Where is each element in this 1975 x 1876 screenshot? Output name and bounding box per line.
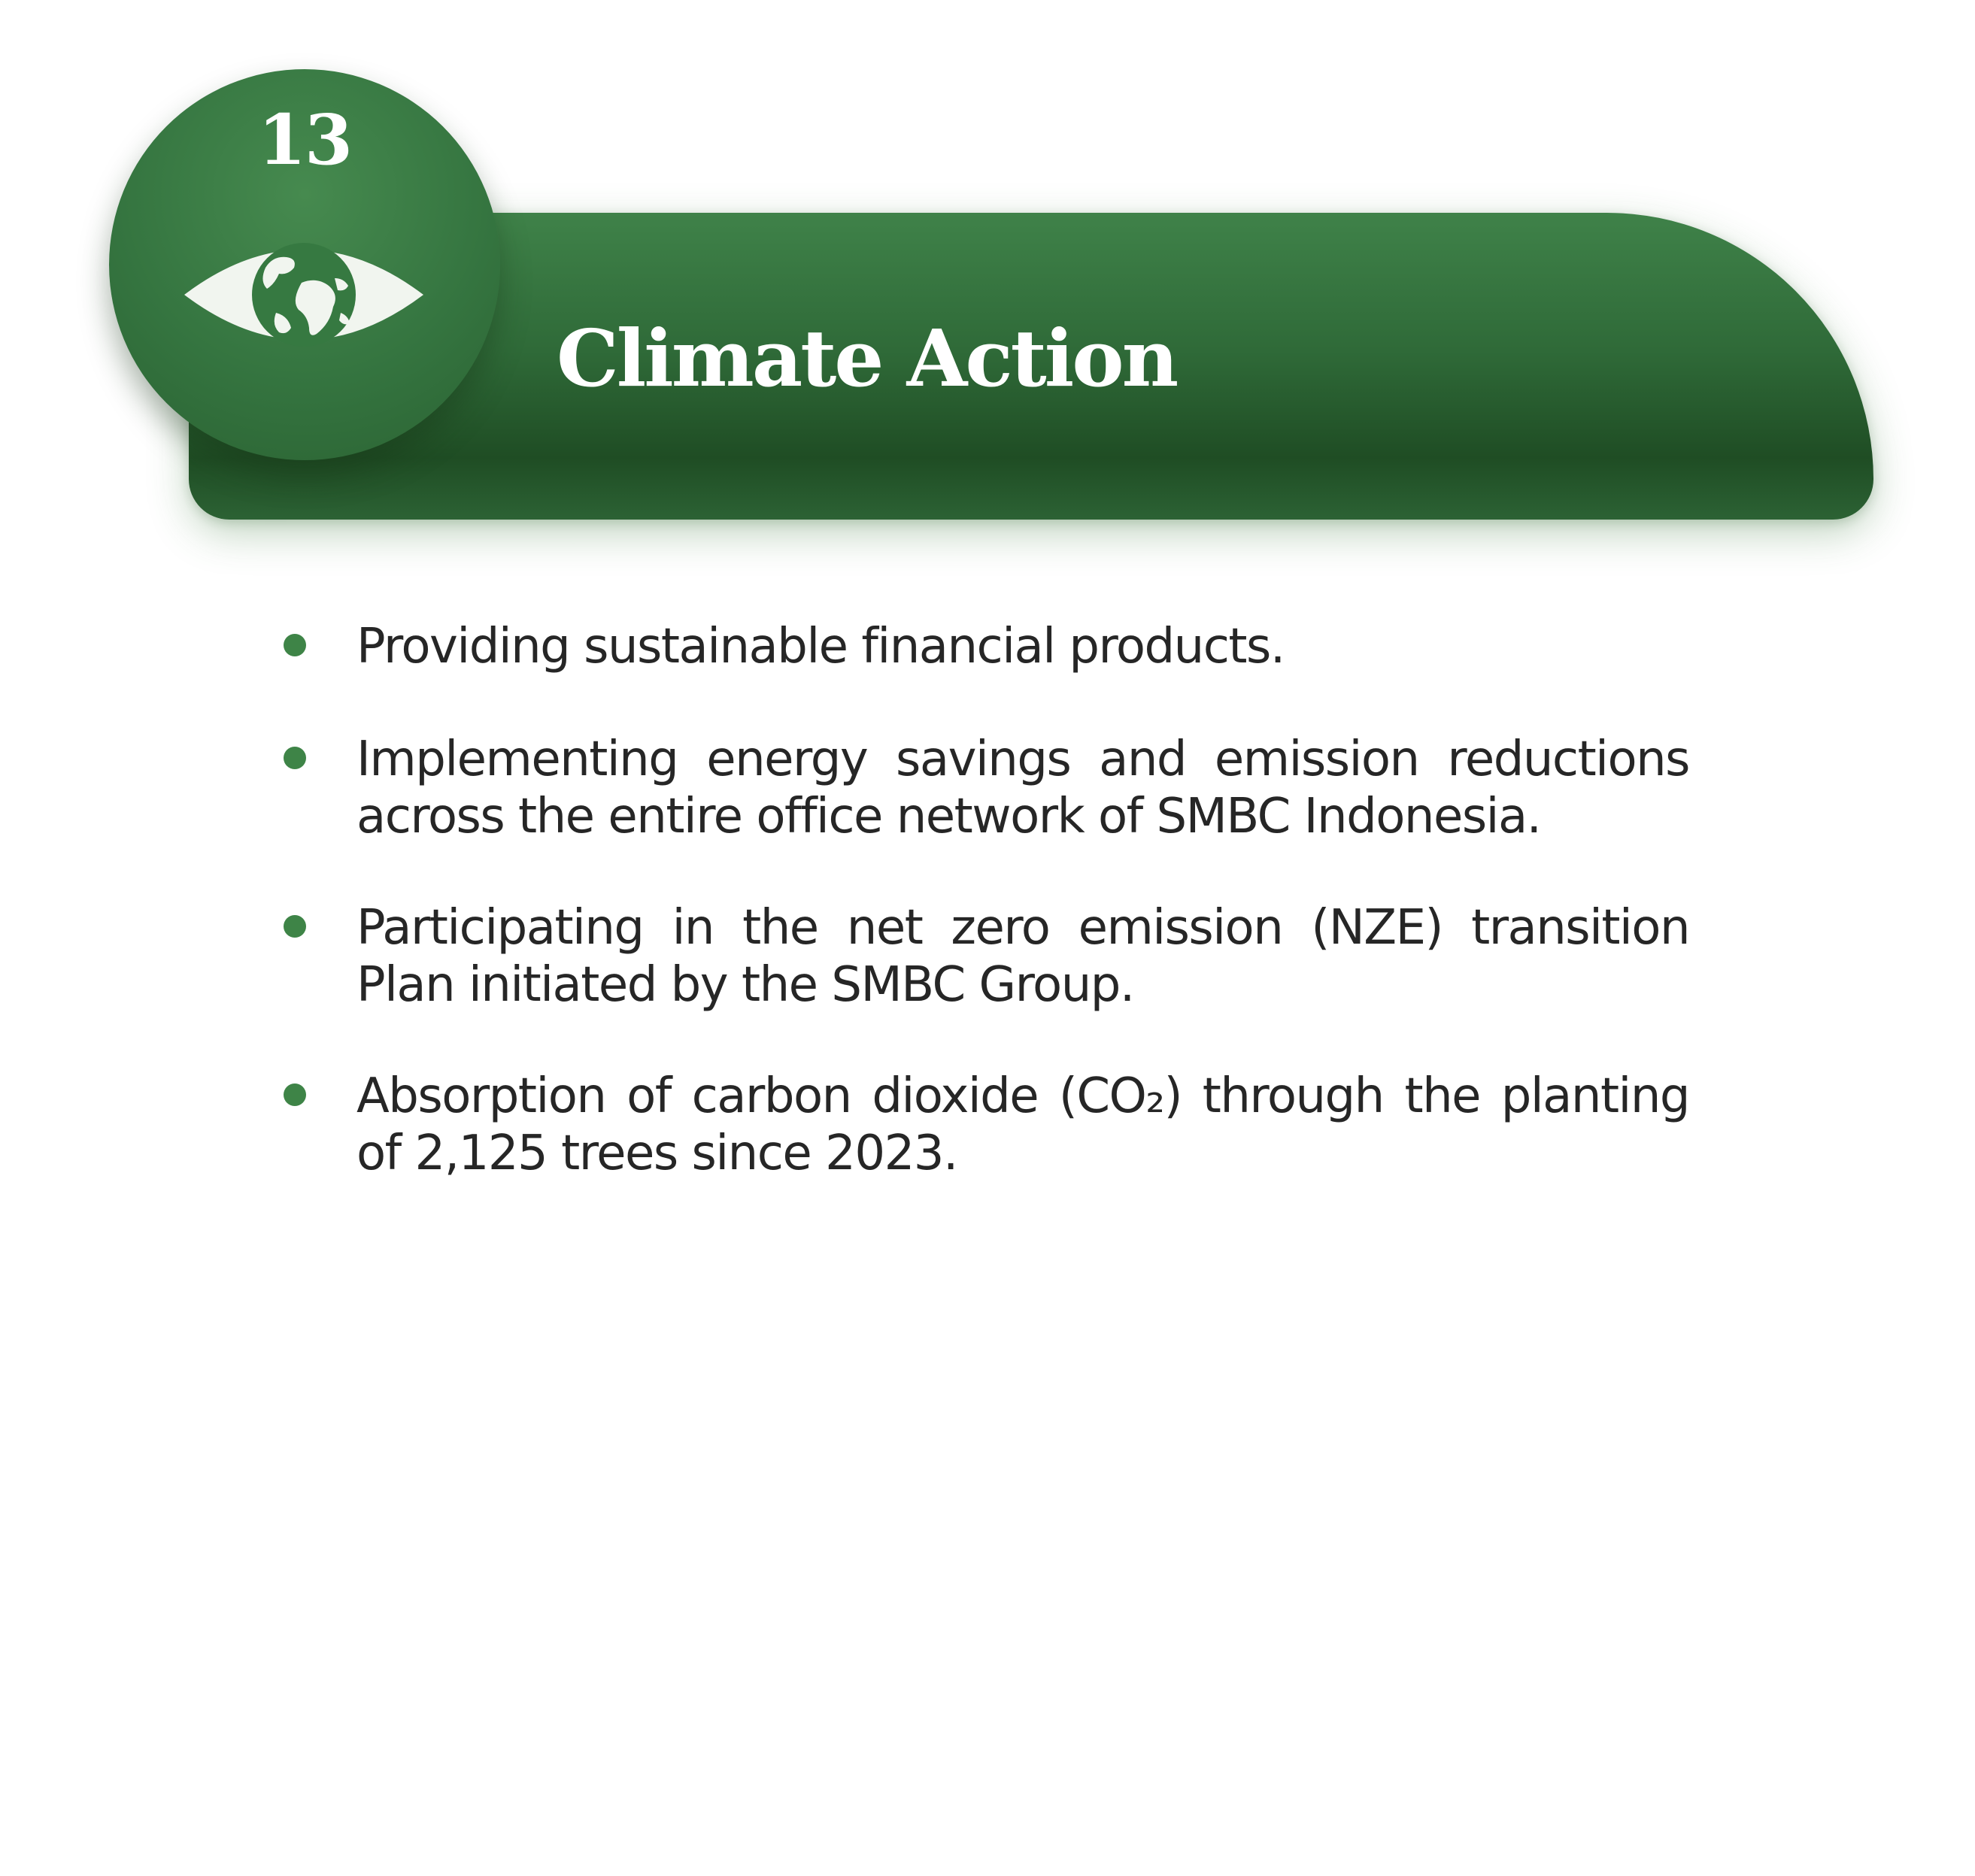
bullet-dot (284, 634, 306, 656)
bullet-dot (284, 747, 306, 769)
eye-globe-icon (181, 229, 426, 361)
bullet-dot (284, 1083, 306, 1106)
list-item-text: Implementing energy savings and emission reductions across the entire office network of SMBC Indonesia. (356, 732, 1689, 844)
list-item-text: Participating in the net zero emission (NZE) transition Plan initiated by the SMBC Group. (356, 900, 1689, 1013)
list-item-text: Absorption of carbon dioxide (CO₂) through the planting of 2,125 trees since 2023. (356, 1068, 1689, 1181)
page-title: Climate Action (557, 312, 1177, 405)
list-item-text: Providing sustainable financial products. (356, 619, 1285, 674)
bullet-dot (284, 915, 306, 938)
goal-number: 13 (257, 99, 352, 180)
goal-badge (109, 69, 500, 460)
